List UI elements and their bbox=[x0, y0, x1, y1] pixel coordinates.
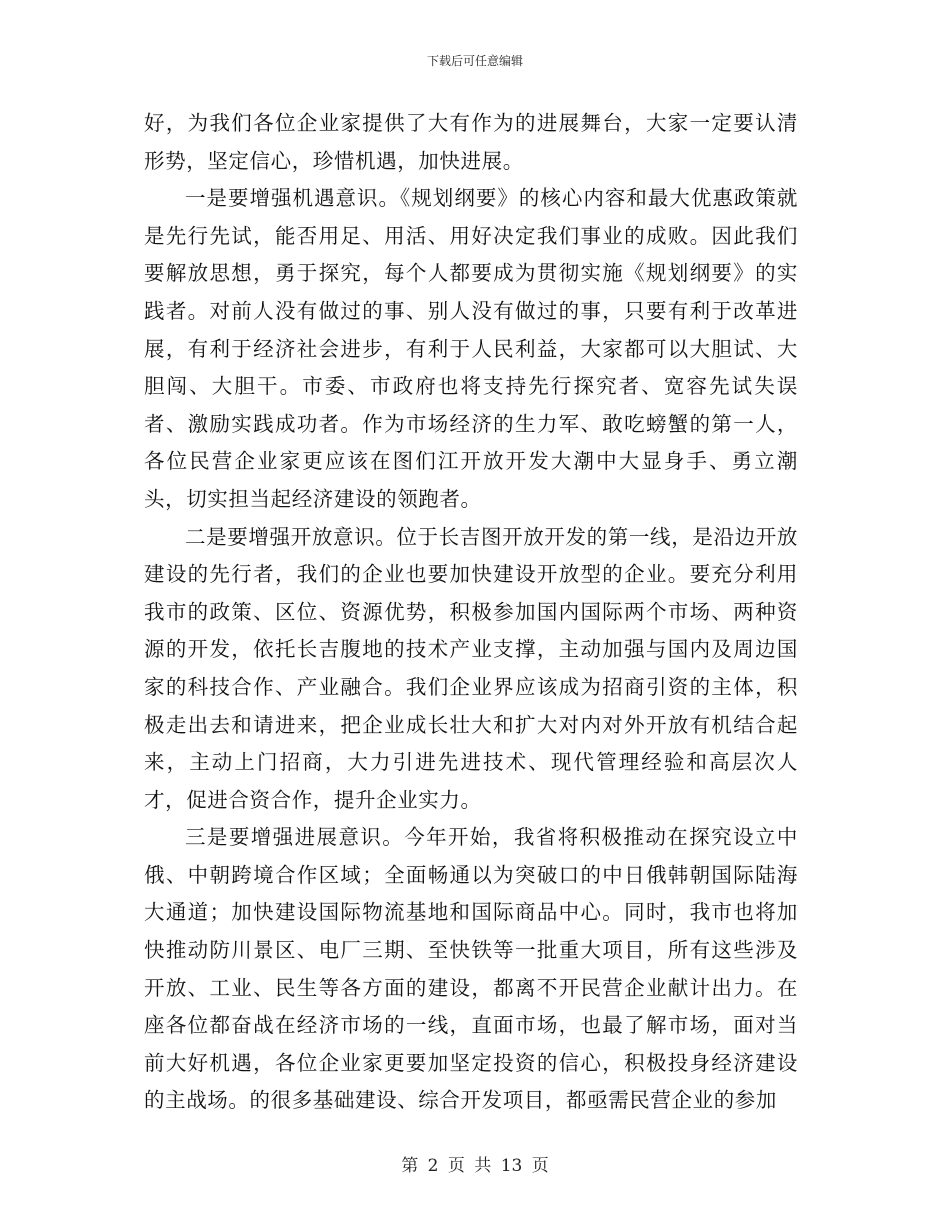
paragraph-openness-awareness: 二是要增强开放意识。位于长吉图开放开发的第一线，是沿边开放建设的先行者，我们的企业也要加快建设开放型的企业。要充分利用我市的政策、区位、资源优势，积极参加国内国际两个市场、两种资源的开发，依托长吉腹地的技术产业支撑，主动加强与国内及周边国家的科技合作、产业融合。我们企业界应该成为招商引资的主体，积极走出去和请进来，把企业成长壮大和扩大对内对外开放有机结合起来，主动上门招商，大力引进先进技术、现代管理经验和高层次人才，促进合资合作，提升企业实力。 bbox=[144, 524, 798, 812]
paragraph-continuation: 好，为我们各位企业家提供了大有作为的进展舞台，大家一定要认清形势，坚定信心，珍惜机遇，加快进展。 bbox=[144, 111, 798, 173]
page-header: 下载后可任意编辑 bbox=[426, 54, 523, 68]
paragraph-opportunity-awareness: 一是要增强机遇意识。《规划纲要》的核心内容和最大优惠政策就是先行先试，能否用足、用活、用好决定我们事业的成败。因此我们要解放思想，勇于探究，每个人都要成为贯彻实施《规划纲要》的实践者。对前人没有做过的事、别人没有做过的事，只要有利于改革进展，有利于经济社会进步，有利于人民利益，大家都可以大胆试、大胆闯、大胆干。市委、市政府也将支持先行探究者、宽容先试失误者、激励实践成功者。作为市场经济的生力军、敢吃螃蟹的第一人，各位民营企业家更应该在图们江开放开发大潮中大显身手、勇立潮头，切实担当起经济建设的领跑者。 bbox=[144, 186, 798, 511]
document-body bbox=[144, 105, 798, 1120]
page-footer: 第 2 页 共 13 页 bbox=[401, 1156, 549, 1176]
paragraph-development-awareness: 三是要增强进展意识。今年开始，我省将积极推动在探究设立中俄、中朝跨境合作区域；全面畅通以为突破口的中日俄韩朝国际陆海大通道；加快建设国际物流基地和国际商品中心。同时，我市也将加快推动防川景区、电厂三期、至快铁等一批重大项目，所有这些涉及开放、工业、民生等各方面的建设，都离不开民营企业献计出力。在座各位都奋战在经济市场的一线，直面市场，也最了解市场，面对当前大好机遇，各位企业家更要加坚定投资的信心，积极投身经济建设的主战场。的很多基础建设、综合开发项目，都亟需民营企业的参加 bbox=[144, 825, 798, 1113]
